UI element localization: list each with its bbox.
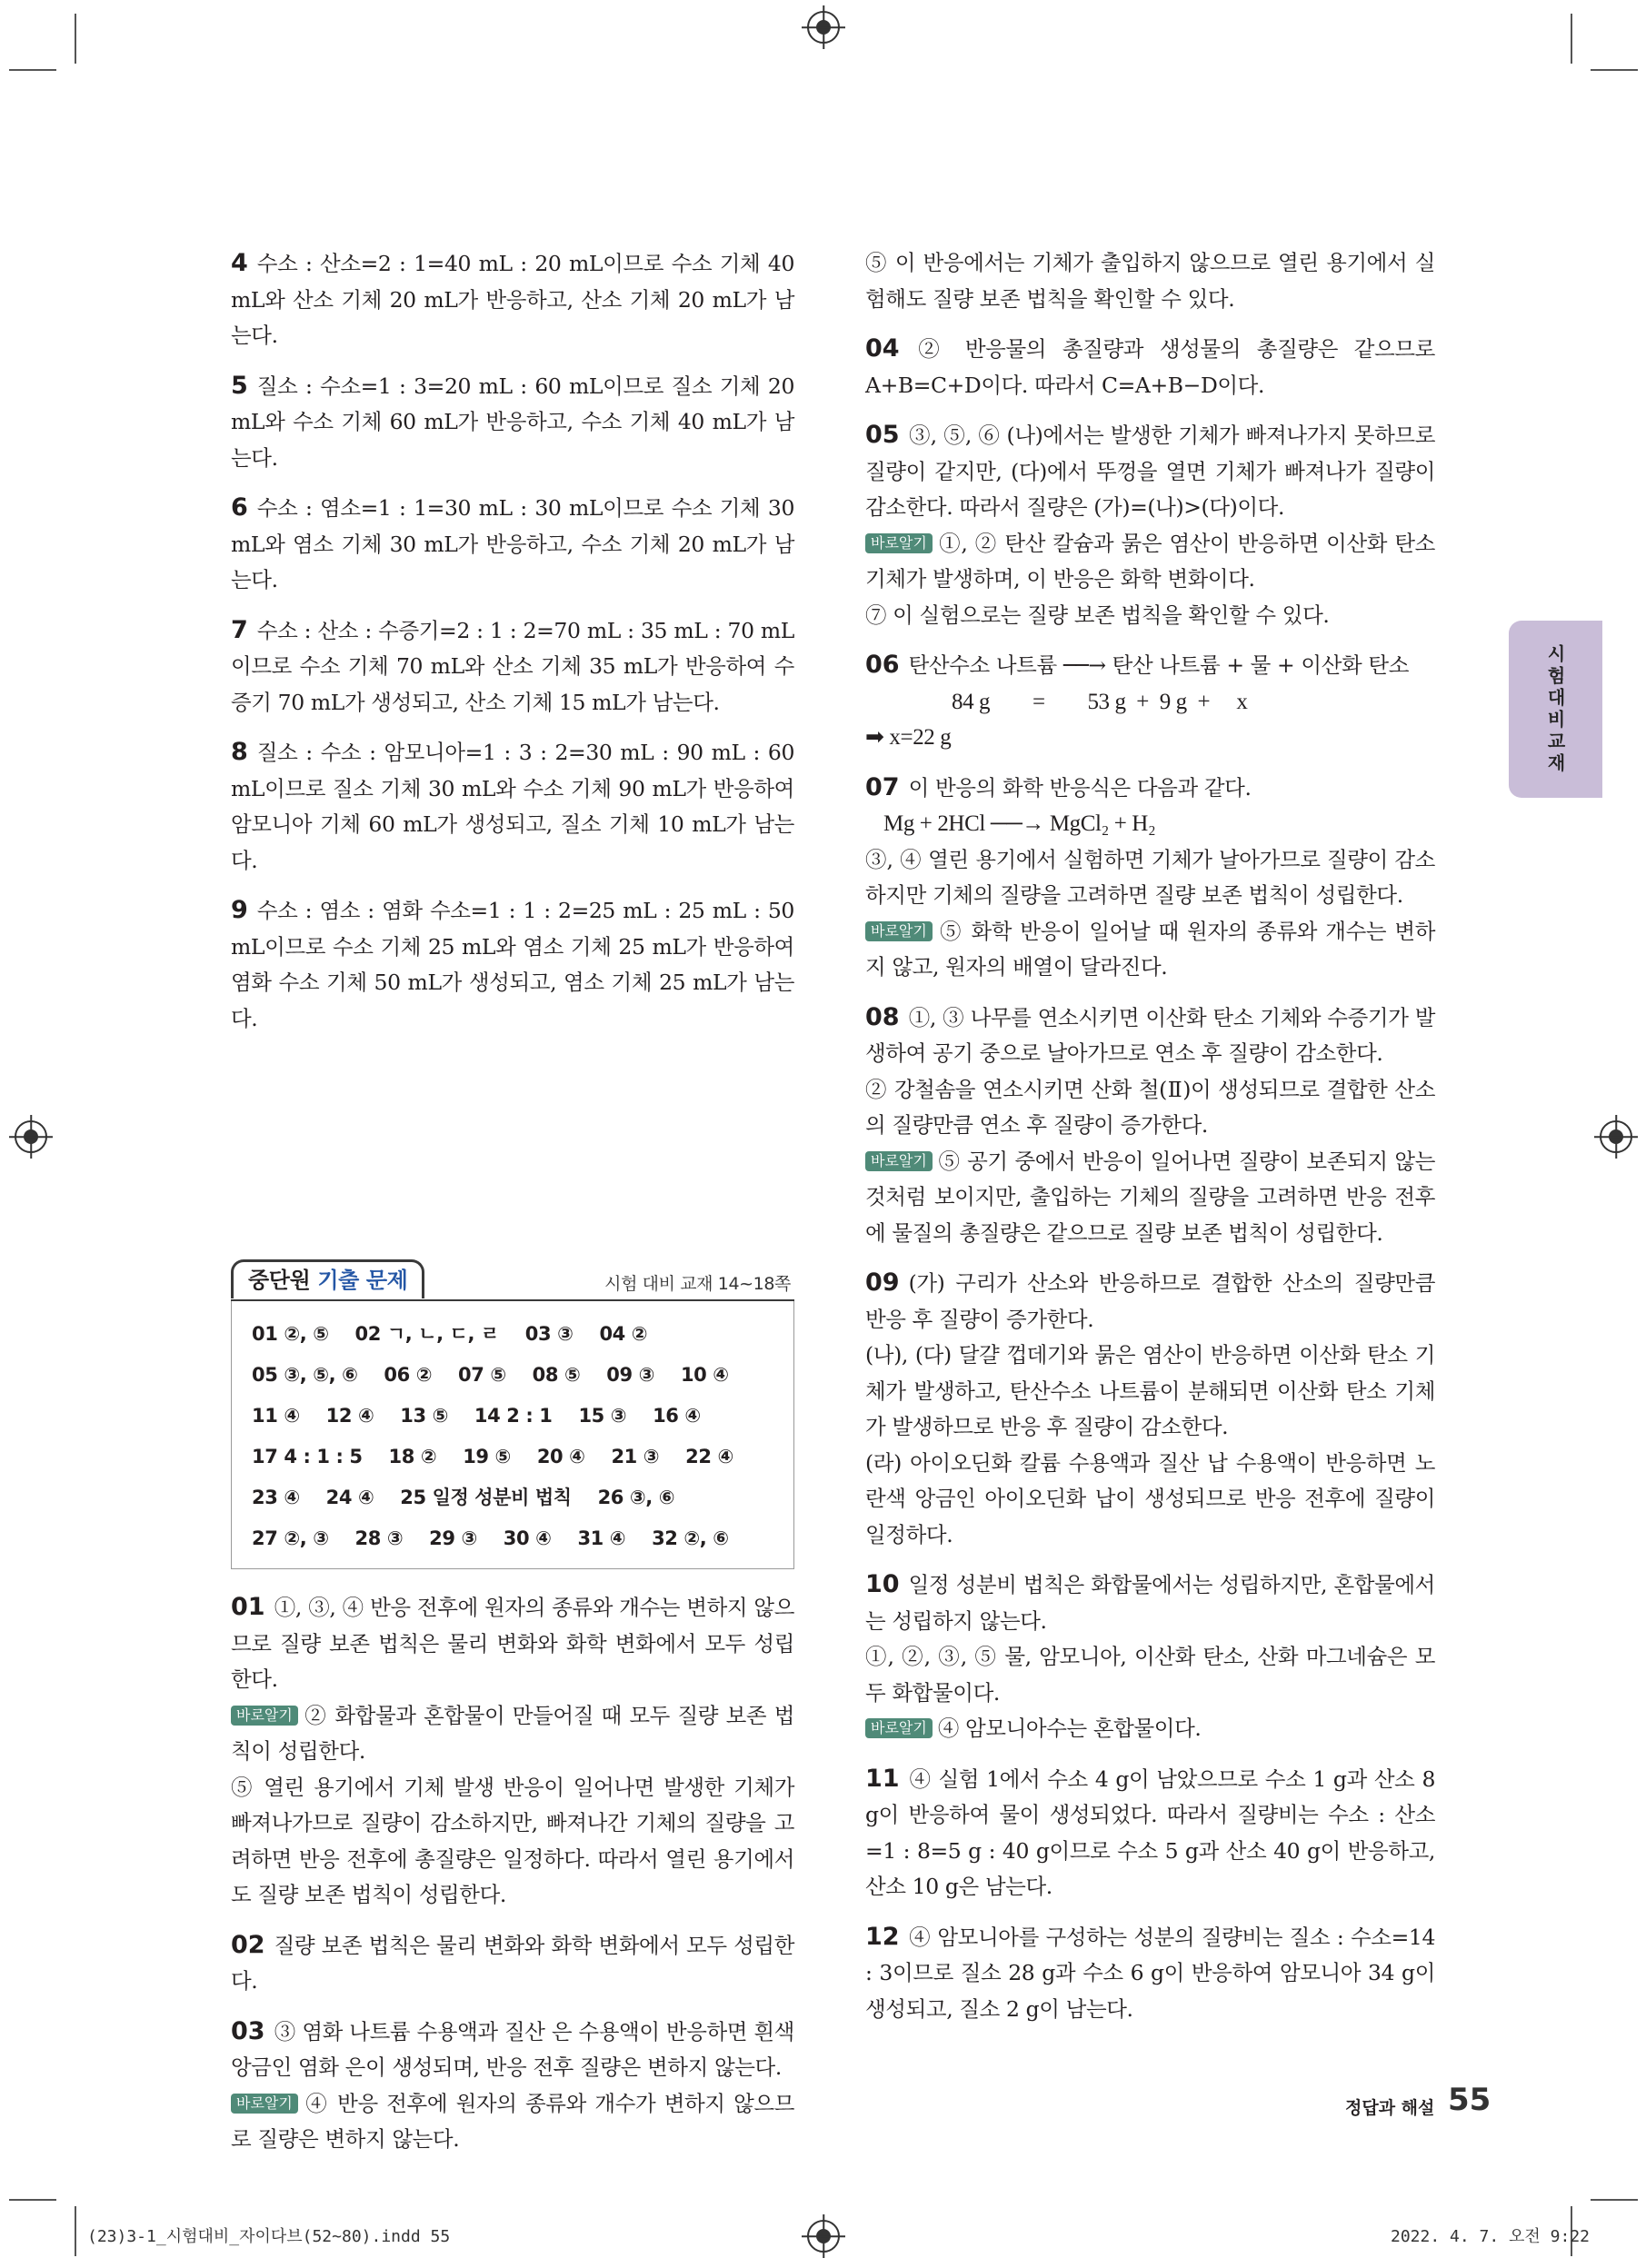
answer-entry: 17 4 : 1 : 5 — [252, 1446, 363, 1467]
crop-mark — [1571, 14, 1572, 64]
solution-text: ④ 실험 1에서 수소 4 g이 남았으므로 수소 1 g과 산소 8 g이 반응하여 물이 생성되었다. 따라서 질량비는 수소 : 산소=1 : 8=5 g : 40 g이므로 수소 5 g과 산소 40 g이 반응하고, 산소 10 g은 남는다. — [865, 1766, 1435, 1899]
solution-text: (가) 구리가 산소와 반응하므로 결합한 산소의 질량만큼 반응 후 질량이 증가한다. — [865, 1270, 1435, 1332]
problem-item — [231, 734, 794, 879]
answer-entry: 28 ③ — [354, 1527, 404, 1549]
answer-entry: 06 ② — [384, 1364, 433, 1386]
problem-item — [231, 490, 794, 599]
answer-entry: 08 ⑤ — [532, 1364, 581, 1386]
side-tab-label: 시험대비교재 — [1544, 643, 1566, 775]
correction-badge: 바로알기 — [865, 533, 933, 553]
solution-03 — [231, 2014, 794, 2158]
right-column — [865, 245, 1435, 2041]
answer-entry: 32 ②, ⑥ — [652, 1527, 729, 1549]
answer-entry: 21 ③ — [611, 1446, 660, 1467]
answer-key-grid — [231, 1301, 794, 1569]
solution-text: ③, ④ 열린 용기에서 실험하면 기체가 날아가므로 질량이 감소하지만 기체의 질량을 고려하면 질량 보존 법칙이 성립한다. — [865, 846, 1435, 908]
problem-text: 수소 : 산소=2 : 1=40 mL : 20 mL이므로 수소 기체 40 mL와 산소 기체 20 mL가 반응하고, 산소 기체 20 mL가 남는다. — [231, 251, 794, 348]
crop-mark — [9, 2199, 56, 2201]
answer-entry: 13 ⑤ — [400, 1405, 448, 1427]
answer-entry: 19 ⑤ — [463, 1446, 511, 1467]
answer-entry: 27 ②, ③ — [252, 1527, 329, 1549]
divider — [231, 1299, 794, 1301]
answer-entry: 03 ③ — [524, 1323, 574, 1345]
answer-entry: 01 ②, ⑤ — [252, 1323, 329, 1345]
solution-text: (나), (다) 달걀 껍데기와 묽은 염산이 반응하면 이산화 탄소 기체가 발생하고, 탄산수소 나트륨이 분해되면 이산화 탄소 기체가 발생하므로 반응 후 질량이 감소한다. — [865, 1342, 1435, 1439]
problem-text: 질소 : 수소 : 암모니아=1 : 3 : 2=30 mL : 90 mL : 60 mL이므로 질소 기체 30 mL와 수소 기체 90 mL가 반응하여 암모니아 기체 60 mL가 생성되고, 질소 기체 10 mL가 남는다. — [231, 740, 794, 873]
problem-item — [231, 892, 794, 1037]
solution-text: ①, ③, ④ 반응 전후에 원자의 종류와 개수는 변하지 않으므로 질량 보존 법칙은 물리 변화와 화학 변화에서 모두 성립한다. — [231, 1595, 794, 1692]
problem-number: 8 — [231, 738, 248, 766]
correction-badge: 바로알기 — [231, 2094, 298, 2114]
solution-text: ② 강철솜을 연소시키면 산화 철(Ⅱ)이 생성되므로 결합한 산소의 질량만큼 연소 후 질량이 증가한다. — [865, 1076, 1435, 1138]
solution-number: 08 — [865, 1002, 900, 1031]
reaction-equation: Mg + 2HCl ──→ MgCl₂ + H₂ — [883, 811, 1156, 836]
solution-text: (라) 아이오딘화 칼륨 수용액과 질산 납 수용액이 반응하면 노란색 앙금인 아이오딘화 납이 생성되므로 반응 전후에 질량이 일정하다. — [865, 1449, 1435, 1547]
answer-entry: 09 ③ — [606, 1364, 655, 1386]
solution-number: 03 — [231, 2016, 265, 2045]
result-text: ➡ x=22 g — [865, 725, 952, 750]
solution-text: ③ 염화 나트륨 수용액과 질산 은 수용액이 반응하면 흰색 앙금인 염화 은이 생성되며, 반응 전후 질량은 변하지 않는다. — [231, 2018, 794, 2080]
solution-text: ⑤ 화학 반응이 일어날 때 원자의 종류와 개수는 변하지 않고, 원자의 배열이 달라진다. — [865, 918, 1435, 980]
answer-entry: 30 ④ — [503, 1527, 552, 1549]
problem-text: 질소 : 수소=1 : 3=20 mL : 60 mL이므로 질소 기체 20 mL와 수소 기체 60 mL가 반응하고, 수소 기체 40 mL가 남는다. — [231, 373, 794, 471]
crop-mark — [9, 69, 56, 71]
crop-mark — [1591, 69, 1638, 71]
solution-number: 05 — [865, 421, 900, 449]
crop-mark — [75, 14, 76, 64]
solution-number: 02 — [231, 1930, 265, 1959]
answer-entry: 22 ④ — [685, 1446, 733, 1467]
answer-box-title: 중단원 기출 문제 — [231, 1259, 424, 1298]
solution-05 — [865, 417, 1435, 633]
problem-number: 4 — [231, 249, 248, 277]
answer-entry: 14 2 : 1 — [474, 1405, 553, 1427]
registration-mark-icon — [15, 1120, 47, 1153]
mass-equation: 84 g = 53 g + 9 g + x — [952, 689, 1248, 714]
solution-number: 12 — [865, 1922, 900, 1951]
solution-text: 질량 보존 법칙은 물리 변화와 화학 변화에서 모두 성립한다. — [231, 1932, 794, 1994]
solution-text: ⑦ 이 실험으로는 질량 보존 법칙을 확인할 수 있다. — [865, 602, 1330, 628]
problem-text: 수소 : 염소=1 : 1=30 mL : 30 mL이므로 수소 기체 30 mL와 염소 기체 30 mL가 반응하고, 수소 기체 20 mL가 남는다. — [231, 495, 794, 592]
solution-text: ①, ② 탄산 칼슘과 묽은 염산이 반응하면 이산화 탄소 기체가 발생하며, 이 반응은 화학 변화이다. — [865, 530, 1435, 592]
problem-item — [231, 245, 794, 354]
answer-entry: 10 ④ — [680, 1364, 729, 1386]
solution-number: 10 — [865, 1570, 900, 1598]
solution-07 — [865, 770, 1435, 986]
registration-mark-icon — [807, 11, 840, 44]
slug-date: 2022. 4. 7. 오전 9:22 — [1391, 2227, 1591, 2246]
answer-entry: 05 ③, ⑤, ⑥ — [252, 1364, 358, 1386]
answer-entry: 12 ④ — [325, 1405, 374, 1427]
answer-entry: 20 ④ — [536, 1446, 585, 1467]
solution-text: ⑤ 이 반응에서는 기체가 출입하지 않으므로 열린 용기에서 실험해도 질량 보존 법칙을 확인할 수 있다. — [865, 250, 1435, 312]
footer-label: 정답과 해설 — [1345, 2098, 1435, 2118]
solution-text: ①, ③ 나무를 연소시키면 이산화 탄소 기체와 수증기가 발생하여 공기 중으로 날아가므로 연소 후 질량이 감소한다. — [865, 1004, 1435, 1066]
problem-number: 7 — [231, 615, 248, 644]
solution-text: ⑤ 공기 중에서 반응이 일어나면 질량이 보존되지 않는 것처럼 보이지만, 출입하는 기체의 질량을 고려하면 반응 전후에 물질의 총질량은 같으므로 질량 보존 법칙이 성립한다. — [865, 1148, 1435, 1246]
answer-entry: 31 ④ — [577, 1527, 626, 1549]
problem-number: 5 — [231, 371, 248, 400]
solution-number: 04 — [865, 334, 900, 363]
side-tab — [1509, 621, 1602, 798]
solution-text: 일정 성분비 법칙은 화합물에서는 성립하지만, 혼합물에서는 성립하지 않는다. — [865, 1572, 1435, 1634]
spacer — [231, 1050, 794, 1241]
solution-text: ② 화합물과 혼합물이 만들어질 때 모두 질량 보존 법칙이 성립한다. — [231, 1702, 794, 1764]
crop-mark — [75, 2206, 76, 2256]
answer-entry: 23 ④ — [252, 1487, 300, 1508]
correction-badge: 바로알기 — [865, 1718, 933, 1738]
answer-entry: 18 ② — [388, 1446, 437, 1467]
solution-number: 09 — [865, 1268, 900, 1297]
solution-text: 이 반응의 화학 반응식은 다음과 같다. — [908, 774, 1252, 801]
answer-entry: 02 ㄱ, ㄴ, ㄷ, ㄹ — [354, 1323, 499, 1345]
solution-04 — [865, 331, 1435, 403]
solution-12 — [865, 1919, 1435, 2028]
problem-item — [231, 612, 794, 721]
solution-10 — [865, 1567, 1435, 1747]
problem-text: 수소 : 염소 : 염화 수소=1 : 1 : 2=25 mL : 25 mL : 50 mL이므로 수소 기체 25 mL와 염소 기체 25 mL가 반응하여 염화 수소 기체 50 mL가 생성되고, 염소 기체 25 mL가 남는다. — [231, 898, 794, 1031]
answer-entry: 25 일정 성분비 법칙 — [400, 1487, 572, 1508]
correction-badge: 바로알기 — [865, 1151, 933, 1171]
solution-text: ④ 암모니아수는 혼합물이다. — [937, 1716, 1202, 1741]
solution-number: 06 — [865, 651, 900, 679]
problem-list — [231, 245, 794, 1037]
solution-03-continued — [865, 245, 1435, 317]
solution-number: 07 — [865, 772, 900, 801]
solution-09 — [865, 1265, 1435, 1553]
answer-box-reference: 시험 대비 교재 14~18쪽 — [604, 1274, 791, 1294]
solution-text: ④ 암모니아를 구성하는 성분의 질량비는 질소 : 수소=14 : 3이므로 질소 28 g과 수소 6 g이 반응하여 암모니아 34 g이 생성되고, 질소 2 g이 남는다. — [865, 1924, 1435, 2022]
solution-text: ①, ②, ③, ⑤ 물, 암모니아, 이산화 탄소, 산화 마그네슘은 모두 화합물이다. — [865, 1644, 1435, 1706]
answer-entry: 26 ③, ⑥ — [597, 1487, 675, 1508]
solution-text: ② 반응물의 총질량과 생성물의 총질량은 같으므로 A+B=C+D이다. 따라서 C=A+B−D이다. — [865, 336, 1435, 398]
solution-02 — [231, 1927, 794, 2000]
left-column — [231, 245, 794, 2172]
answer-entry: 29 ③ — [429, 1527, 477, 1549]
problem-item — [231, 368, 794, 477]
solution-08 — [865, 1000, 1435, 1252]
answer-box-header — [231, 1259, 794, 1301]
answer-entry: 24 ④ — [325, 1487, 374, 1508]
solution-number: 11 — [865, 1764, 900, 1793]
answer-entry: 07 ⑤ — [458, 1364, 506, 1386]
solution-text: ④ 반응 전후에 원자의 종류와 개수가 변하지 않으므로 질량은 변하지 않는다. — [231, 2090, 795, 2152]
answer-entry: 16 ④ — [653, 1405, 701, 1427]
page-number: 55 — [1448, 2082, 1491, 2118]
solution-06 — [865, 647, 1435, 756]
slug-file: (23)3-1_시험대비_자이다브(52~80).indd 55 — [87, 2227, 451, 2246]
answer-entry: 15 ③ — [578, 1405, 627, 1427]
answer-entry: 11 ④ — [252, 1405, 300, 1427]
solution-text: ⑤ 열린 용기에서 기체 발생 반응이 일어나면 발생한 기체가 빠져나가므로 질량이 감소하지만, 빠져나간 기체의 질량을 고려하면 반응 전후에 총질량은 일정하다. 따라서 열린 용기에서도 질량 보존 법칙이 성립한다. — [231, 1774, 794, 1907]
crop-mark — [1591, 2199, 1638, 2201]
solution-11 — [865, 1761, 1435, 1905]
solution-text: ③, ⑤, ⑥ (나)에서는 발생한 기체가 빠져나가지 못하므로 질량이 같지만, (다)에서 뚜껑을 열면 기체가 빠져나가 질량이 감소한다. 따라서 질량은 (가)=(나)>(다)이다. — [865, 423, 1435, 520]
solution-01 — [231, 1589, 794, 1914]
correction-badge: 바로알기 — [865, 921, 933, 941]
problem-text: 수소 : 산소 : 수증기=2 : 1 : 2=70 mL : 35 mL : 70 mL이므로 수소 기체 70 mL와 산소 기체 35 mL가 반응하여 수증기 70 mL가 생성되고, 산소 기체 15 mL가 남는다. — [231, 617, 794, 715]
registration-mark-icon — [1600, 1120, 1632, 1153]
reaction-equation: 탄산수소 나트륨 ──→ 탄산 나트륨 + 물 + 이산화 탄소 — [908, 652, 1409, 678]
answer-box — [231, 1259, 794, 1569]
registration-mark-icon — [807, 2220, 840, 2253]
correction-badge: 바로알기 — [231, 1706, 298, 1726]
problem-number: 9 — [231, 896, 248, 924]
problem-number: 6 — [231, 493, 248, 522]
solution-number: 01 — [231, 1593, 265, 1621]
answer-entry: 04 ② — [599, 1323, 648, 1345]
